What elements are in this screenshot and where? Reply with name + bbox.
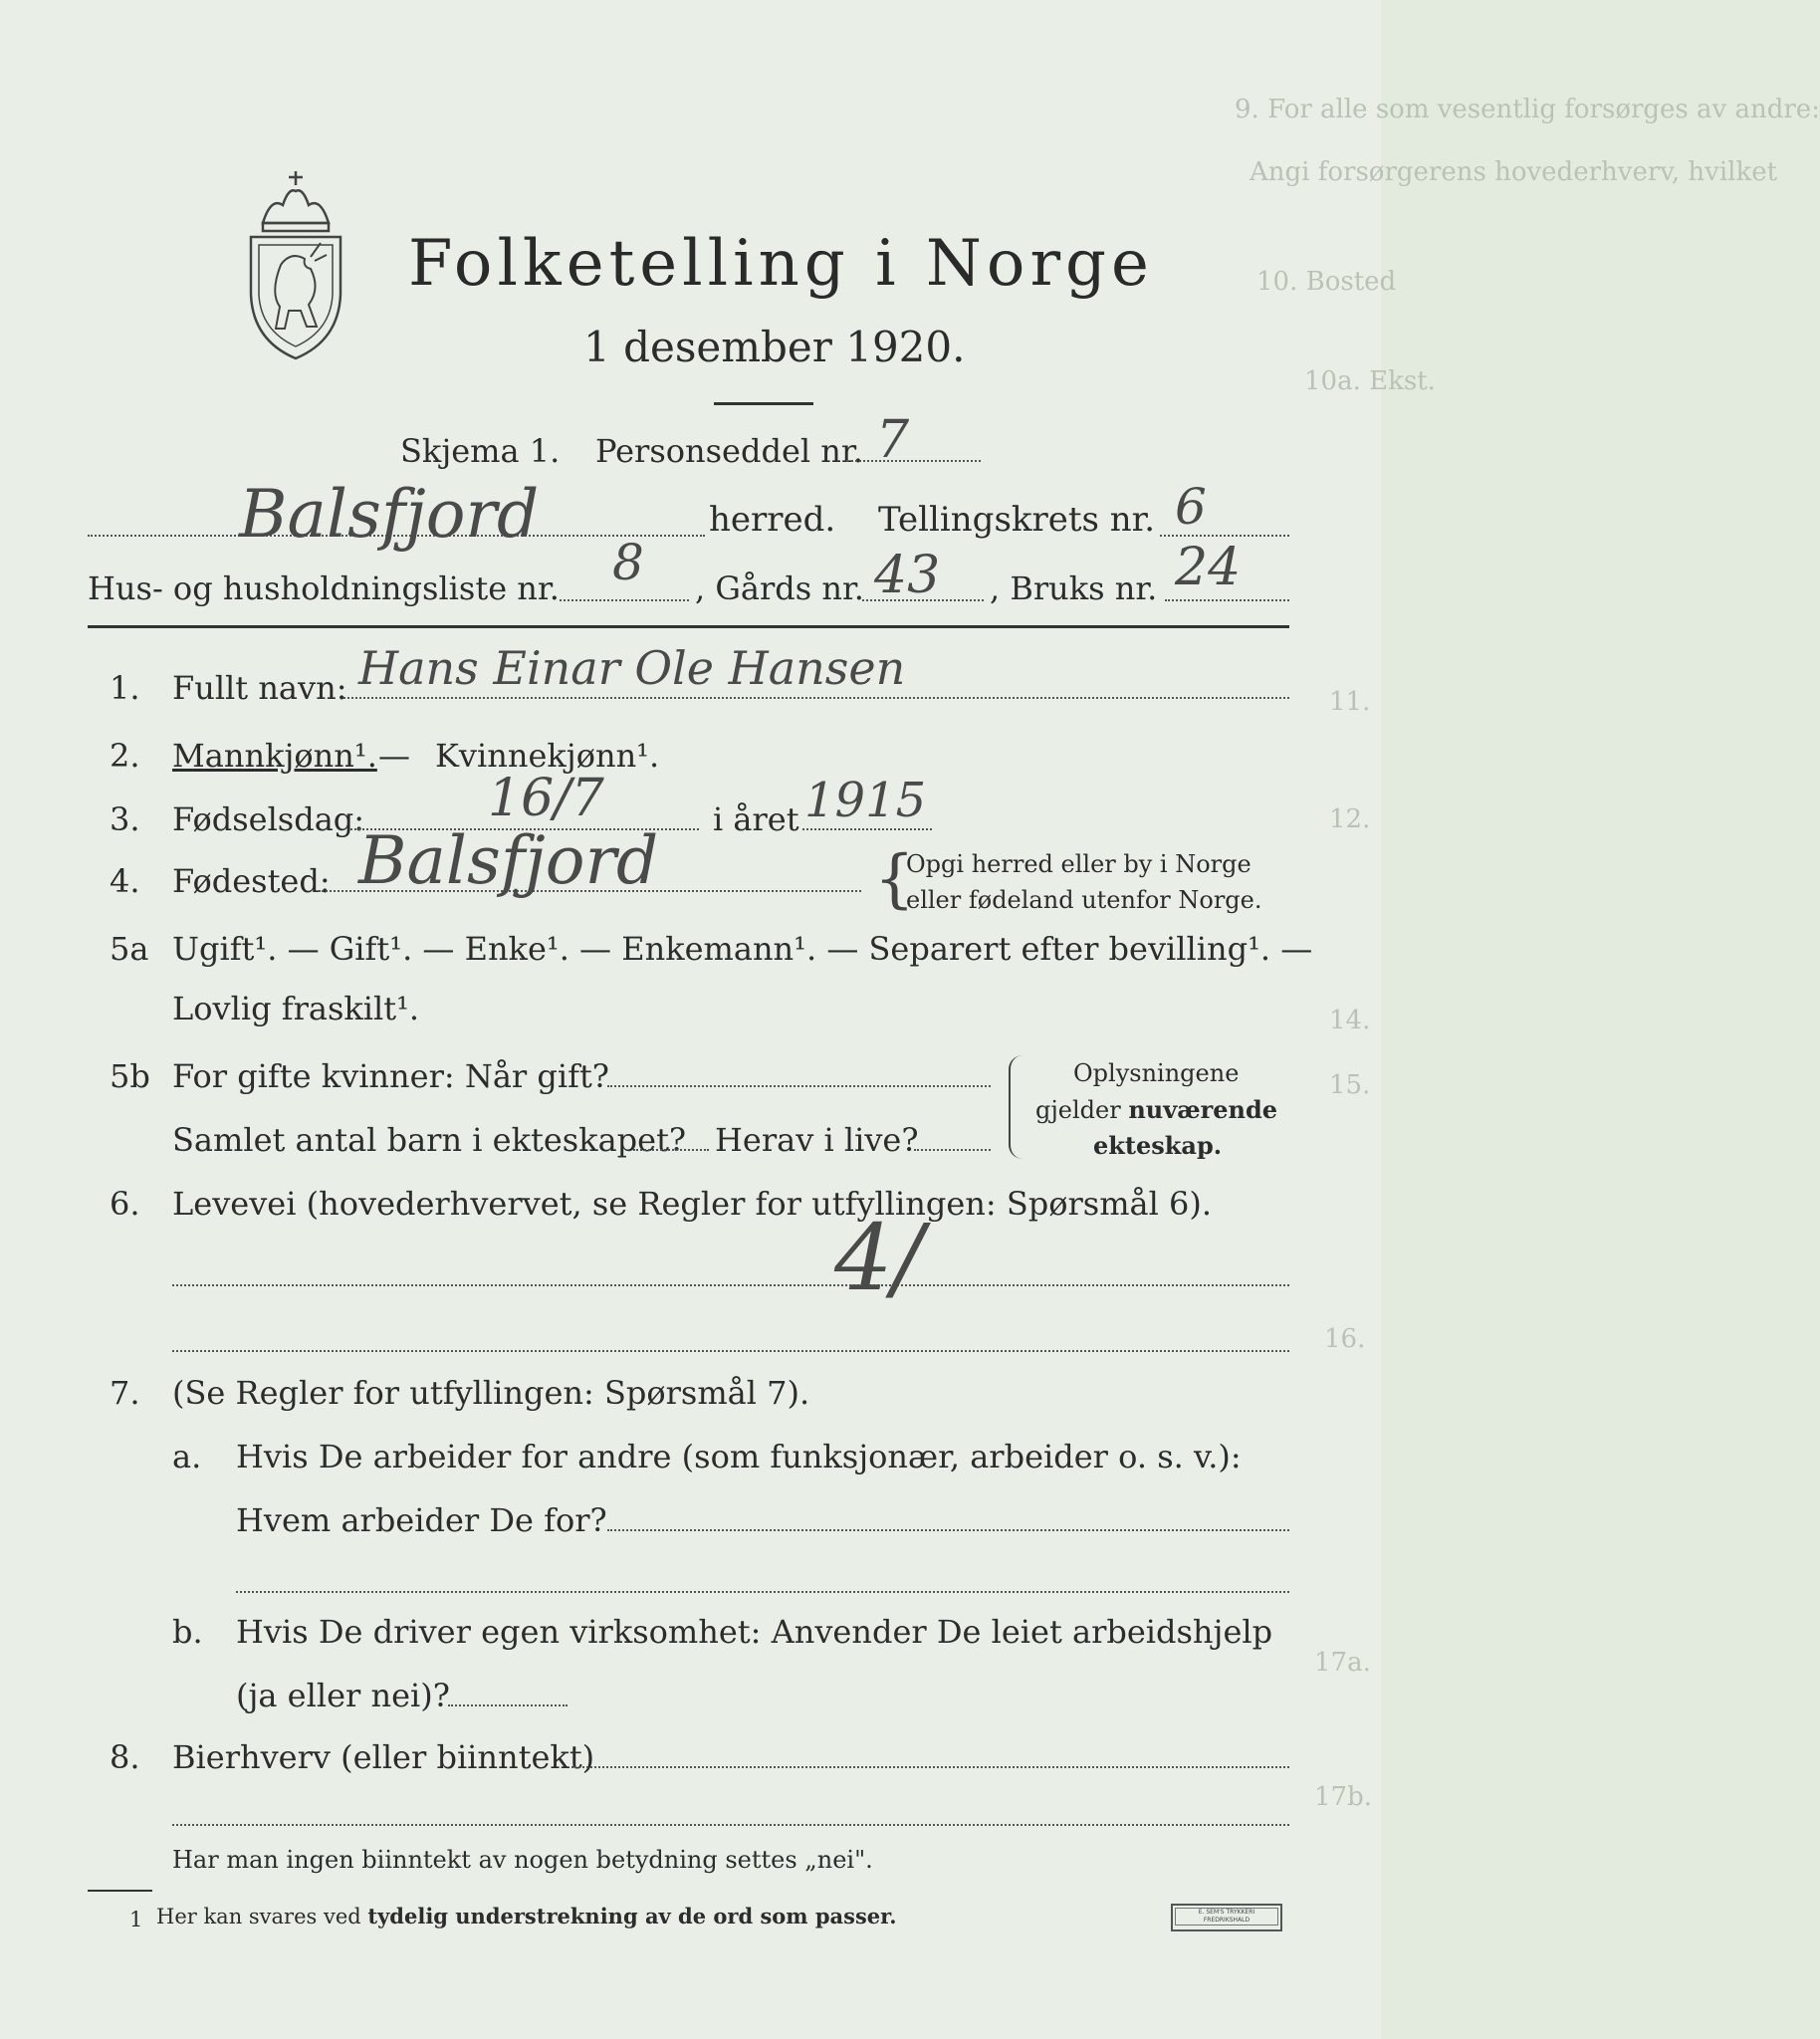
q7-label: (Se Regler for utfyllingen: Spørsmål 7).	[172, 1374, 810, 1412]
q5b-alive-line	[914, 1149, 991, 1151]
q1-value[interactable]: Hans Einar Ole Hansen	[358, 641, 906, 695]
bleed-line: 17b.	[1314, 1782, 1372, 1812]
q5b-note-line2b: nuværende	[1128, 1095, 1278, 1124]
q6-label: Levevei (hovederhvervet, se Regler for utfyllingen: Spørsmål 6).	[172, 1185, 1213, 1223]
gards-value[interactable]: 43	[874, 546, 941, 605]
q5b-note-line2	[1035, 1095, 1277, 1124]
q8-label: Bierhverv (eller biinntekt)	[172, 1738, 595, 1776]
q7a-employer-line	[607, 1529, 1289, 1531]
q4-note-line2: eller fødeland utenfor Norge.	[906, 886, 1262, 914]
q5b-married-line	[607, 1085, 991, 1087]
q3-day-value[interactable]: 16/7	[488, 769, 604, 828]
title-divider	[714, 402, 813, 405]
footnote-text-b: tydelig understrekning av de ord som passer.	[367, 1904, 897, 1928]
bleed-line: 11.	[1329, 687, 1371, 717]
husholdning-label: Hus- og husholdningsliste nr.	[88, 569, 560, 607]
q4-label: Fødested:	[172, 862, 331, 900]
q5a-options-cont[interactable]: Lovlig fraskilt¹.	[172, 990, 420, 1027]
q5a-number: 5a	[110, 930, 149, 968]
bleed-line: 12.	[1329, 804, 1371, 834]
q5b-children-line	[633, 1149, 709, 1151]
q6-value[interactable]: 4/	[834, 1205, 924, 1311]
bruks-line	[1165, 599, 1289, 601]
footnote-text-a: Her kan svares ved	[156, 1905, 368, 1928]
q4-value[interactable]: Balsfjord	[358, 822, 659, 899]
q5b-note-line1: Oplysningene	[1073, 1059, 1240, 1087]
norway-coat-of-arms-icon	[241, 165, 350, 364]
herred-value[interactable]: Balsfjord	[239, 476, 540, 553]
q8-line1	[571, 1766, 1289, 1768]
bleed-line: 17a.	[1314, 1648, 1371, 1678]
q5b-alive-label: Herav i live?	[715, 1121, 919, 1159]
q7b-letter: b.	[172, 1613, 203, 1651]
q6-line1	[172, 1284, 1289, 1286]
gards-label: , Gårds nr.	[695, 569, 864, 607]
herred-label: herred.	[709, 500, 836, 540]
q2-female-option[interactable]: Kvinnekjønn¹.	[435, 737, 660, 775]
census-date: 1 desember 1920.	[583, 323, 966, 371]
husholdning-line	[560, 599, 689, 601]
footnote-mark: 1	[129, 1908, 143, 1931]
q6-number: 6.	[110, 1185, 140, 1223]
q7b-answer-line	[448, 1704, 568, 1706]
q4-number: 4.	[110, 862, 140, 900]
q7a-question: Hvis De arbeider for andre (som funksjonær, arbeider o. s. v.):	[236, 1438, 1242, 1475]
tellingskrets-value[interactable]: 6	[1175, 478, 1207, 536]
q8-number: 8.	[110, 1738, 140, 1776]
printer-stamp	[1171, 1904, 1282, 1931]
q6-line2	[172, 1350, 1289, 1352]
schema-label: Skjema 1.	[400, 432, 561, 470]
footnote-text	[156, 1904, 897, 1928]
husholdning-value[interactable]: 8	[612, 534, 644, 591]
q7-number: 7.	[110, 1374, 140, 1412]
q5b-line1-label: For gifte kvinner: Når gift?	[172, 1057, 609, 1095]
q1-line	[343, 697, 1289, 699]
q5b-note-line3: ekteskap.	[1093, 1131, 1223, 1160]
q4-note-line1: Opgi herred eller by i Norge	[906, 850, 1251, 878]
q7b-answer-label: (ja eller nei)?	[236, 1677, 450, 1714]
bruks-value[interactable]: 24	[1175, 538, 1242, 597]
q5a-options[interactable]: Ugift¹. — Gift¹. — Enke¹. — Enkemann¹. — Separert efter bevilling¹. —	[172, 930, 1313, 968]
q8-line2	[172, 1824, 1289, 1826]
personseddel-value[interactable]: 7	[876, 410, 910, 470]
section-divider	[88, 625, 1289, 628]
q3-year-label: i året	[713, 800, 799, 838]
q1-number: 1.	[110, 669, 140, 707]
q7b-question: Hvis De driver egen virksomhet: Anvender De leiet arbeidshjelp	[236, 1613, 1273, 1651]
q7a-letter: a.	[172, 1438, 202, 1475]
q5b-note-line2a: gjelder	[1035, 1096, 1129, 1124]
bleed-line: 14.	[1329, 1006, 1371, 1035]
q3-year-value[interactable]: 1915	[804, 773, 927, 828]
q5b-number: 5b	[110, 1057, 150, 1095]
q4-brace-icon: {	[874, 842, 915, 916]
printer-stamp-text: E. SEM'S TRYKKERI FREDRIKSHALD	[1175, 1908, 1278, 1926]
bleed-line: 10a. Ekst.	[1304, 366, 1436, 396]
bleed-line: 10. Bosted	[1256, 267, 1397, 297]
q2-male-option[interactable]: Mannkjønn¹.	[172, 737, 377, 775]
q5b-brace	[1009, 1055, 1024, 1159]
q2-number: 2.	[110, 737, 140, 775]
q7a-employer-label: Hvem arbeider De for?	[236, 1501, 607, 1539]
q1-label: Fullt navn:	[172, 669, 347, 707]
bleed-line: 16.	[1324, 1324, 1366, 1354]
bleed-line: Angi forsørgerens hovederhverv, hvilket	[1250, 157, 1778, 187]
q3-year-line	[802, 828, 932, 830]
q5b-children-label: Samlet antal barn i ekteskapet?	[172, 1121, 687, 1159]
q7a-employer-line2	[236, 1591, 1289, 1593]
bruks-label: , Bruks nr.	[990, 569, 1158, 607]
bleed-line: 9. For alle som vesentlig forsørges av andre:	[1235, 95, 1820, 124]
q3-label: Fødselsdag:	[172, 800, 365, 838]
q3-number: 3.	[110, 800, 140, 838]
q2-separator: —	[378, 737, 410, 775]
bleed-line: 15.	[1329, 1070, 1371, 1100]
tellingskrets-label: Tellingskrets nr.	[878, 500, 1156, 540]
footnote-rule	[88, 1890, 152, 1892]
footer-note: Har man ingen biinntekt av nogen betydning settes „nei".	[172, 1846, 873, 1874]
page-title: Folketelling i Norge	[408, 227, 1154, 301]
personseddel-line	[846, 460, 981, 462]
personseddel-label: Personseddel nr.	[595, 432, 863, 470]
